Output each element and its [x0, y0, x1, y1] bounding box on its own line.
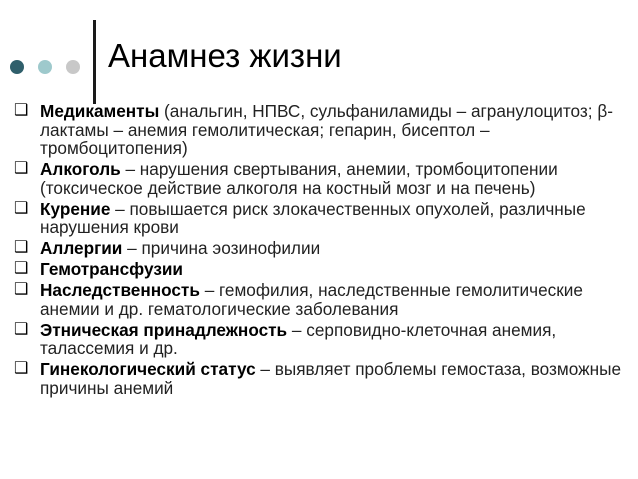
bullet-term: Медикаменты: [40, 101, 160, 121]
hollow-square-bullet-icon: ❑: [14, 239, 29, 257]
bullet-term: Алкоголь: [40, 159, 121, 180]
bullet-item: [14, 281, 634, 318]
bullet-item: [14, 260, 634, 279]
title-divider: [93, 20, 96, 104]
bullet-text: – гемофилия, наследственные гемолитические анемии и др. гематологические заболевания: [40, 280, 583, 319]
bullet-text: – нарушения свертывания, анемии, тромбоцитопении (токсическое действие алкоголя на костный мозг и на печень): [40, 159, 558, 198]
bullet-term: Наследственность: [40, 280, 200, 301]
hollow-square-bullet-icon: ❑: [14, 320, 29, 338]
bullet-text: – причина эозинофилии: [122, 238, 321, 259]
bullet-term: Гемотрансфузии: [40, 259, 183, 280]
slide-title: Анамнез жизни: [108, 37, 342, 74]
hollow-square-bullet-icon: ❑: [14, 160, 29, 178]
bullet-item: [14, 321, 634, 358]
bullet-text: (анальгин, НПВС, сульфаниламиды – агранулоцитоз; β-лактамы – анемия гемолитическая; гепарин, бисептол – тромбоцитопения): [40, 101, 613, 159]
bullet-term: Аллергии: [40, 238, 123, 259]
hollow-square-bullet-icon: ❑: [14, 199, 29, 217]
bullet-item: [14, 360, 634, 397]
hollow-square-bullet-icon: ❑: [14, 102, 29, 119]
decorative-dot-light: [38, 60, 52, 74]
hollow-square-bullet-icon: ❑: [14, 360, 29, 378]
bullet-text: – повышается риск злокачественных опухолей, различные нарушения крови: [40, 198, 586, 238]
bullet-item: [14, 239, 634, 258]
bullet-item: [14, 102, 634, 158]
hollow-square-bullet-icon: ❑: [14, 281, 29, 299]
hollow-square-bullet-icon: ❑: [14, 260, 29, 278]
bullet-term: Этническая принадлежность: [40, 319, 288, 340]
bullet-item: [14, 160, 634, 197]
bullet-term: Курение: [40, 198, 111, 219]
decorative-dot-dark: [10, 60, 24, 74]
bullet-item: [14, 200, 634, 237]
decorative-dot-grey: [66, 60, 80, 74]
bullet-list: [14, 102, 634, 400]
bullet-text: – выявляет проблемы гемостаза, возможные причины анемий: [40, 359, 621, 399]
bullet-text: – серповидно-клеточная анемия, талассемия и др.: [40, 319, 557, 359]
bullet-term: Гинекологический статус: [40, 359, 256, 380]
